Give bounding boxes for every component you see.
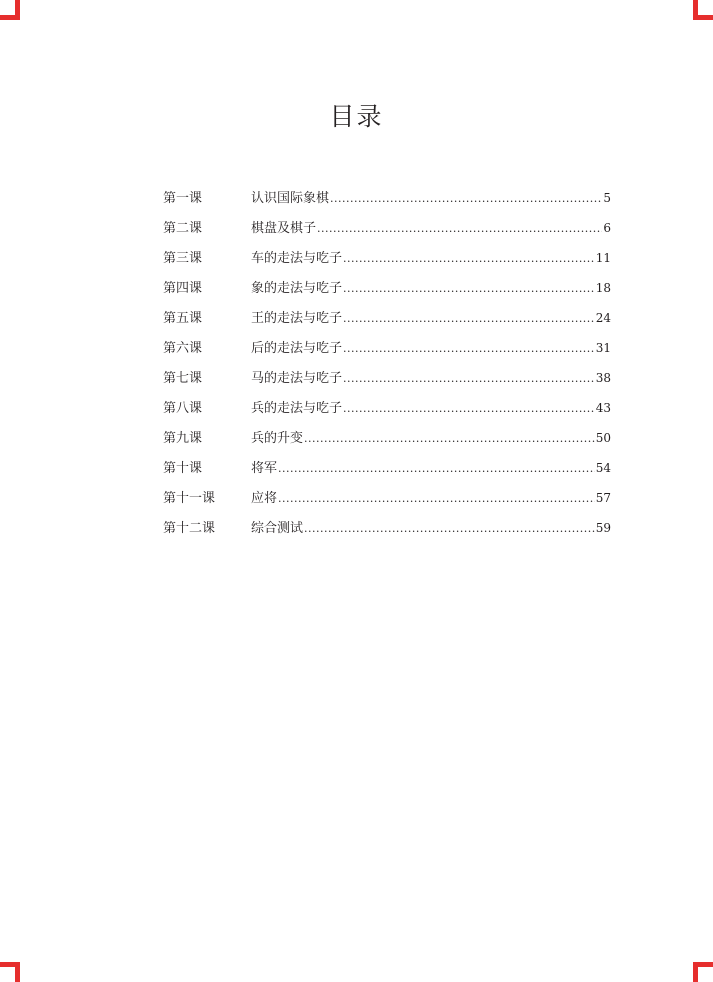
toc-page-number: 50 bbox=[595, 431, 611, 445]
toc-page-number: 31 bbox=[595, 341, 611, 355]
toc-lesson-number: 第十课 bbox=[163, 461, 203, 476]
crop-mark-bottom-right bbox=[693, 962, 713, 982]
toc-dot-leader bbox=[278, 484, 595, 514]
toc-entry[interactable] bbox=[163, 273, 611, 303]
toc-entry[interactable] bbox=[163, 513, 611, 543]
toc-entry[interactable] bbox=[163, 213, 611, 243]
toc-topic: 综合测试 bbox=[251, 521, 304, 536]
toc-lesson-number: 第三课 bbox=[163, 251, 203, 266]
toc-dot-leader bbox=[304, 424, 595, 454]
toc-lesson-number: 第七课 bbox=[163, 371, 203, 386]
toc-page-number: 5 bbox=[603, 191, 611, 205]
toc-topic: 兵的升变 bbox=[251, 431, 304, 446]
toc-lesson-number: 第五课 bbox=[163, 311, 203, 326]
toc-topic: 兵的走法与吃子 bbox=[251, 401, 343, 416]
toc-entry[interactable] bbox=[163, 303, 611, 333]
table-of-contents bbox=[163, 183, 611, 543]
toc-entry[interactable] bbox=[163, 423, 611, 453]
toc-topic: 棋盘及棋子 bbox=[251, 221, 317, 236]
toc-dot-leader bbox=[343, 364, 595, 394]
toc-dot-leader bbox=[304, 514, 595, 544]
toc-dot-leader bbox=[343, 304, 595, 334]
toc-lesson-number: 第十一课 bbox=[163, 491, 216, 506]
toc-lesson-number: 第八课 bbox=[163, 401, 203, 416]
toc-page-number: 11 bbox=[595, 251, 611, 265]
toc-page-number: 43 bbox=[595, 401, 611, 415]
toc-page-number: 6 bbox=[603, 221, 611, 235]
toc-lesson-number: 第二课 bbox=[163, 221, 203, 236]
crop-mark-top-left bbox=[0, 0, 20, 20]
crop-mark-top-right bbox=[693, 0, 713, 20]
toc-lesson-number: 第一课 bbox=[163, 191, 203, 206]
toc-page-number: 38 bbox=[595, 371, 611, 385]
toc-entry[interactable] bbox=[163, 363, 611, 393]
toc-entry[interactable] bbox=[163, 183, 611, 213]
toc-dot-leader bbox=[343, 274, 595, 304]
toc-topic: 将军 bbox=[251, 461, 278, 476]
toc-lesson-number: 第六课 bbox=[163, 341, 203, 356]
toc-dot-leader bbox=[317, 214, 602, 244]
toc-entry[interactable] bbox=[163, 453, 611, 483]
toc-page-number: 18 bbox=[595, 281, 611, 295]
toc-dot-leader bbox=[278, 454, 595, 484]
toc-lesson-number: 第四课 bbox=[163, 281, 203, 296]
toc-page-number: 24 bbox=[595, 311, 611, 325]
toc-entry[interactable] bbox=[163, 483, 611, 513]
toc-dot-leader bbox=[343, 394, 595, 424]
toc-topic: 车的走法与吃子 bbox=[251, 251, 343, 266]
toc-dot-leader bbox=[330, 184, 602, 214]
toc-topic: 马的走法与吃子 bbox=[251, 371, 343, 386]
toc-topic: 应将 bbox=[251, 491, 278, 506]
toc-page-number: 59 bbox=[595, 521, 611, 535]
toc-topic: 象的走法与吃子 bbox=[251, 281, 343, 296]
toc-page-number: 57 bbox=[595, 491, 611, 505]
toc-entry[interactable] bbox=[163, 243, 611, 273]
toc-topic: 后的走法与吃子 bbox=[251, 341, 343, 356]
toc-entry[interactable] bbox=[163, 333, 611, 363]
toc-dot-leader bbox=[343, 334, 595, 364]
toc-page-number: 54 bbox=[595, 461, 611, 475]
page-title: 目录 bbox=[329, 102, 384, 131]
crop-mark-bottom-left bbox=[0, 962, 20, 982]
toc-topic: 王的走法与吃子 bbox=[251, 311, 343, 326]
toc-lesson-number: 第十二课 bbox=[163, 521, 216, 536]
toc-dot-leader bbox=[343, 244, 595, 274]
toc-entry[interactable] bbox=[163, 393, 611, 423]
toc-lesson-number: 第九课 bbox=[163, 431, 203, 446]
toc-topic: 认识国际象棋 bbox=[251, 191, 330, 206]
